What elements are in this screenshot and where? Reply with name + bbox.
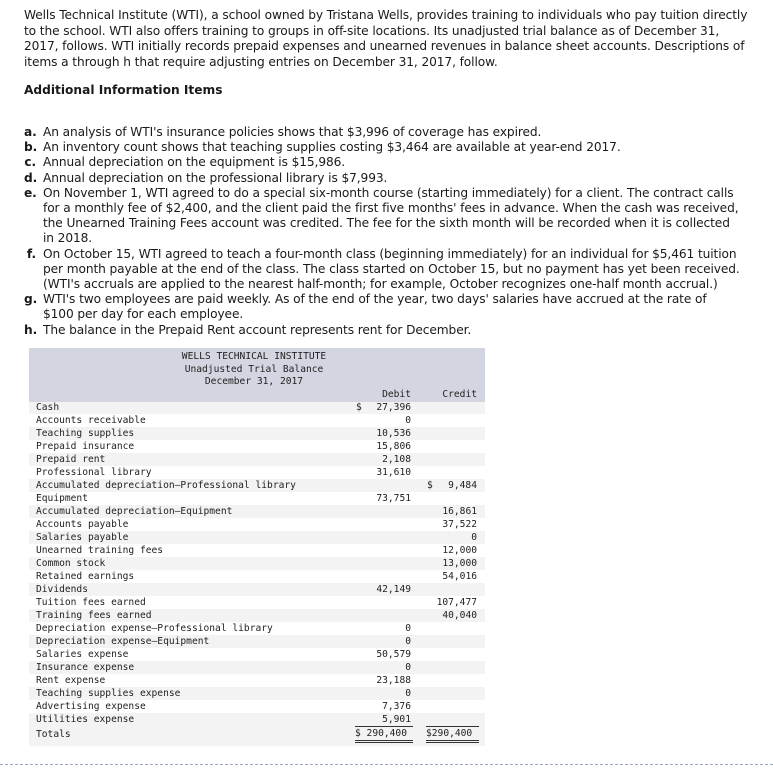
debit-amount: 10,536 xyxy=(376,428,411,439)
account-name: Salaries payable xyxy=(36,532,129,543)
credit-amount: 9,484 xyxy=(448,480,477,491)
table-row xyxy=(29,700,485,713)
debit-amount: 27,396 xyxy=(376,402,411,413)
account-name: Utilities expense xyxy=(36,714,135,725)
table-row xyxy=(29,479,485,492)
adjustment-item xyxy=(24,323,740,338)
account-name: Insurance expense xyxy=(36,662,135,673)
debit-amount: 31,610 xyxy=(376,467,411,478)
section-heading: Additional Information Items xyxy=(24,83,223,97)
table-row xyxy=(29,531,485,544)
table-row xyxy=(29,674,485,687)
adjustment-item xyxy=(24,155,740,170)
account-name: Cash xyxy=(36,402,60,413)
account-name: Depreciation expense—Equipment xyxy=(36,636,210,647)
debit-column-header: Debit xyxy=(382,389,411,400)
credit-dollar-sign: $ xyxy=(427,480,433,491)
table-row xyxy=(29,609,485,622)
totals-label: Totals xyxy=(36,729,71,740)
debit-amount: 15,806 xyxy=(376,441,411,452)
table-row xyxy=(29,713,485,726)
account-name: Rent expense xyxy=(36,675,106,686)
account-name: Common stock xyxy=(36,558,106,569)
item-letter: h. xyxy=(24,322,38,337)
item-text: An inventory count shows that teaching supplies costing $3,464 are available at year-end 2017. xyxy=(43,140,621,155)
debit-amount: 23,188 xyxy=(376,675,411,686)
account-name: Dividends xyxy=(36,584,88,595)
item-letter: f. xyxy=(26,246,36,261)
adjustment-item xyxy=(24,125,740,140)
trial-balance-rows xyxy=(29,401,485,726)
problem-intro: Wells Technical Institute (WTI), a school owned by Tristana Wells, provides training to individuals who pay tuition directly to the school. WTI also offers training to groups in off-site locations. Its unadjusted trial balance as of December 31, 2017, follows. WTI initially records prepaid expenses and unearned revenues in balance sheet accounts. Descriptions of items a through h that require adjusting entries on December 31, 2017, follow. xyxy=(24,8,748,69)
adjustment-item xyxy=(24,171,740,186)
debit-amount: 0 xyxy=(405,662,411,673)
table-row xyxy=(29,557,485,570)
account-name: Advertising expense xyxy=(36,701,146,712)
debit-amount: 0 xyxy=(405,688,411,699)
table-row xyxy=(29,466,485,479)
debit-amount: 7,376 xyxy=(382,701,411,712)
debit-amount: 0 xyxy=(405,415,411,426)
account-name: Teaching supplies expense xyxy=(36,688,181,699)
table-row xyxy=(29,596,485,609)
debit-amount: 42,149 xyxy=(376,584,411,595)
table-row xyxy=(29,661,485,674)
credit-amount: 107,477 xyxy=(436,597,477,608)
table-row xyxy=(29,544,485,557)
item-text: On October 15, WTI agreed to teach a four-month class (beginning immediately) for an individual for $5,461 tuition per month payable at the end of the class. The class started on October 15, but no payment has yet been received. (WTI's accruals are applied to the nearest half-month; for example, October recognizes one-half month accrual.) xyxy=(43,246,740,292)
debit-dollar-sign: $ xyxy=(356,402,362,413)
account-name: Retained earnings xyxy=(36,571,135,582)
table-row xyxy=(29,401,485,414)
table-row xyxy=(29,505,485,518)
account-name: Tuition fees earned xyxy=(36,597,146,608)
debit-amount: 73,751 xyxy=(376,493,411,504)
debit-amount: 0 xyxy=(405,636,411,647)
trial-balance-title xyxy=(179,351,329,389)
credit-amount: 13,000 xyxy=(442,558,477,569)
account-name: Training fees earned xyxy=(36,610,152,621)
account-name: Accumulated depreciation—Professional library xyxy=(36,480,296,491)
item-letter: a. xyxy=(24,125,37,139)
totals-row xyxy=(29,727,485,742)
debit-amount: 5,901 xyxy=(382,714,411,725)
table-row xyxy=(29,622,485,635)
total-debit: $ 290,400 xyxy=(355,726,413,743)
adjustment-item xyxy=(24,140,740,155)
item-text: On November 1, WTI agreed to do a special six-month course (starting immediately) for a client. The contract calls for a monthly fee of $2,400, and the client paid the first five months' fees in advance. When the cash was received, the Unearned Training Fees account was credited. The fee for the sixth month will be recorded when it is collected in 2018. xyxy=(43,185,739,246)
item-letter: g. xyxy=(24,292,38,307)
table-row xyxy=(29,635,485,648)
table-row xyxy=(29,583,485,596)
account-name: Accounts receivable xyxy=(36,415,146,426)
item-letter: b. xyxy=(24,140,38,155)
adjustment-item xyxy=(24,186,740,247)
trial-balance-table xyxy=(29,348,485,746)
account-name: Equipment xyxy=(36,493,88,504)
account-name: Salaries expense xyxy=(36,649,129,660)
credit-column-header: Credit xyxy=(442,389,477,400)
item-text: Annual depreciation on the professional library is $7,993. xyxy=(43,170,388,185)
statement-date: December 31, 2017 xyxy=(204,376,304,387)
table-row xyxy=(29,518,485,531)
item-letter: d. xyxy=(24,170,38,185)
item-text: WTI's two employees are paid weekly. As of the end of the year, two days' salaries have accrued at the rate of $100 per day for each employee. xyxy=(43,292,707,322)
adjustment-items-list xyxy=(24,125,740,338)
company-name: WELLS TECHNICAL INSTITUTE xyxy=(181,351,327,362)
account-name: Prepaid insurance xyxy=(36,441,135,452)
item-letter: c. xyxy=(24,155,36,170)
account-name: Depreciation expense—Professional library xyxy=(36,623,273,634)
debit-amount: 2,108 xyxy=(382,454,411,465)
account-name: Prepaid rent xyxy=(36,454,106,465)
item-letter: e. xyxy=(24,185,37,200)
credit-amount: 12,000 xyxy=(442,545,477,556)
table-row xyxy=(29,492,485,505)
table-row xyxy=(29,687,485,700)
adjustment-item xyxy=(24,247,740,293)
table-row xyxy=(29,414,485,427)
table-row xyxy=(29,453,485,466)
table-row xyxy=(29,427,485,440)
item-text: The balance in the Prepaid Rent account represents rent for December. xyxy=(43,322,472,337)
account-name: Accumulated depreciation—Equipment xyxy=(36,506,233,517)
table-row xyxy=(29,648,485,661)
credit-amount: 37,522 xyxy=(442,519,477,530)
table-row xyxy=(29,570,485,583)
debit-amount: 0 xyxy=(405,623,411,634)
item-text: Annual depreciation on the equipment is $15,986. xyxy=(43,155,346,170)
table-row xyxy=(29,440,485,453)
page-divider xyxy=(0,764,773,765)
credit-amount: 0 xyxy=(471,532,477,543)
statement-name: Unadjusted Trial Balance xyxy=(184,363,324,375)
credit-amount: 16,861 xyxy=(442,506,477,517)
credit-amount: 40,040 xyxy=(442,610,477,621)
total-credit: $290,400 xyxy=(426,726,479,743)
account-name: Accounts payable xyxy=(36,519,129,530)
item-text: An analysis of WTI's insurance policies shows that $3,996 of coverage has expired. xyxy=(43,125,542,139)
adjustment-item xyxy=(24,292,740,322)
account-name: Professional library xyxy=(36,467,152,478)
debit-amount: 50,579 xyxy=(376,649,411,660)
account-name: Teaching supplies xyxy=(36,428,135,439)
account-name: Unearned training fees xyxy=(36,545,164,556)
credit-amount: 54,016 xyxy=(442,571,477,582)
trial-balance-header xyxy=(29,348,485,402)
